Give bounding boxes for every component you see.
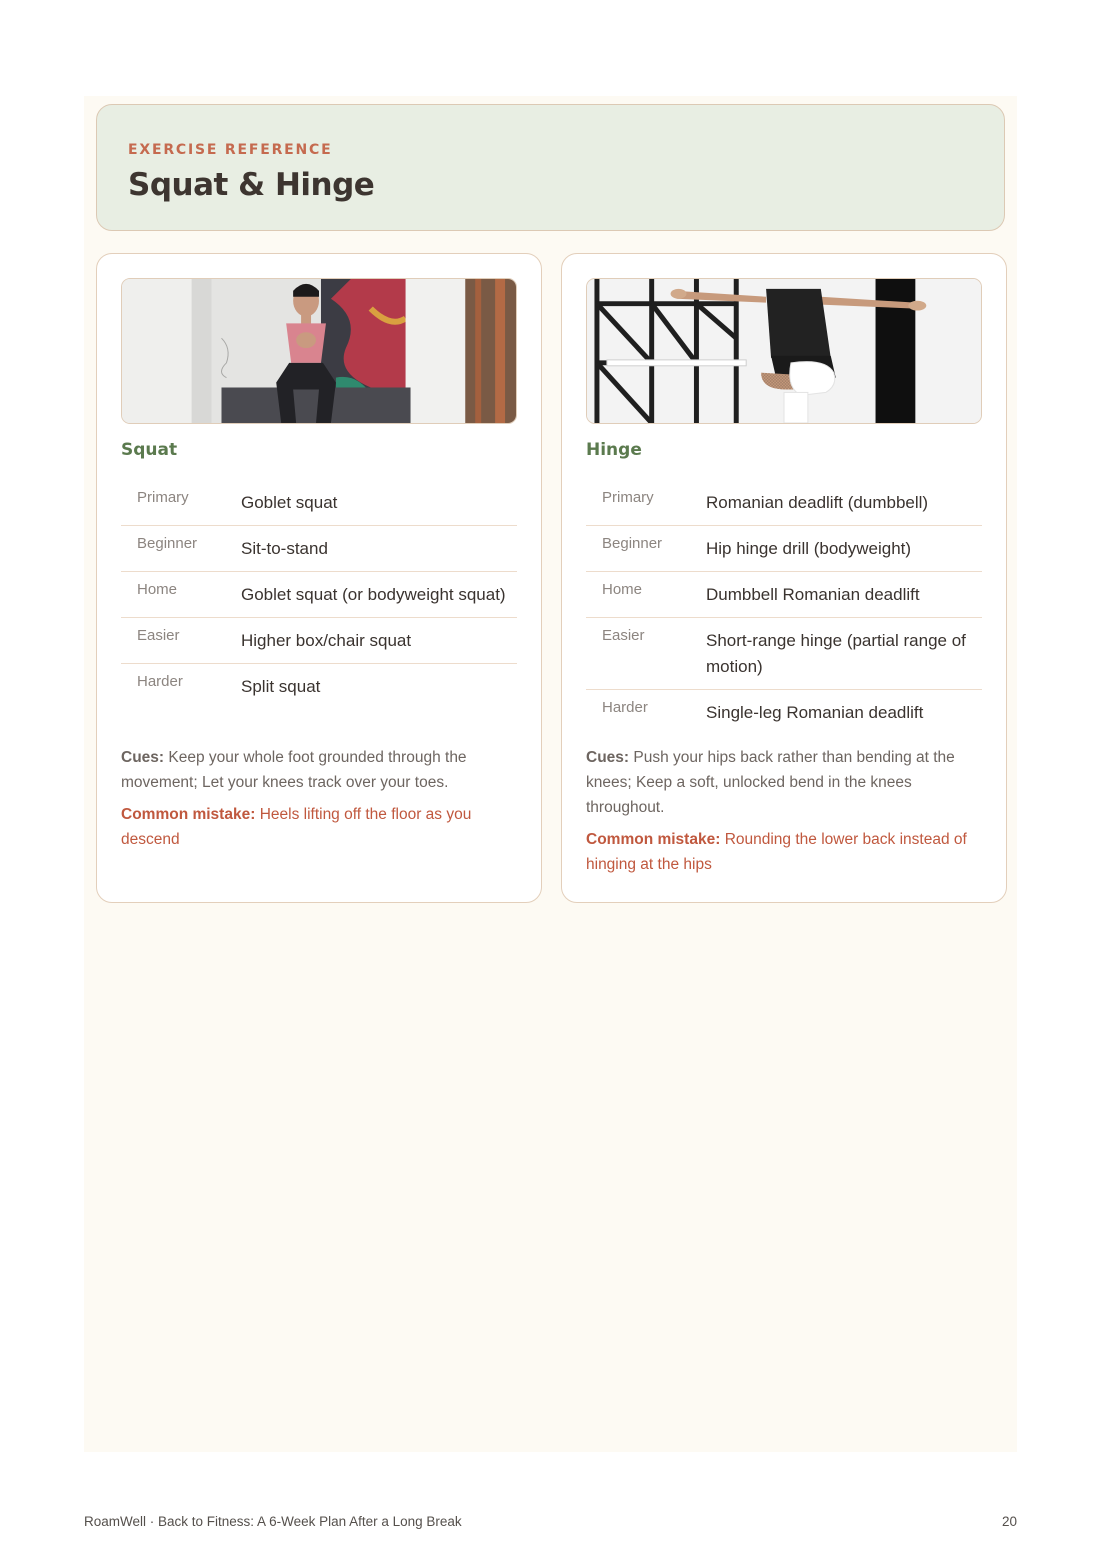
table-row: [121, 664, 517, 709]
table-row: [586, 690, 982, 735]
variant-label: Harder: [602, 699, 648, 716]
variant-label: Primary: [602, 489, 654, 506]
variant-label: Harder: [137, 673, 183, 690]
mistake-label: Common mistake:: [586, 831, 721, 848]
variant-table: [121, 480, 517, 709]
variant-value: Single-leg Romanian deadlift: [706, 703, 924, 722]
cues-body: Push your hips back rather than bending at the knees; Keep a soft, unlocked bend in the knees throughout.: [586, 749, 955, 816]
variant-value: Goblet squat: [241, 493, 338, 512]
table-row: [121, 526, 517, 572]
table-row: [586, 618, 982, 690]
common-mistake: [586, 827, 982, 877]
cues-text: [586, 745, 982, 820]
cues-label: Cues:: [586, 749, 630, 766]
page-background: [84, 96, 1017, 1452]
variant-value: Hip hinge drill (bodyweight): [706, 539, 912, 558]
cues-label: Cues:: [121, 749, 165, 766]
variant-value: Romanian deadlift (dumbbell): [706, 493, 929, 512]
footer-document-title: RoamWell · Back to Fitness: A 6-Week Plan After a Long Break: [84, 1514, 462, 1529]
variant-value: Goblet squat (or bodyweight squat): [241, 585, 506, 604]
page-title: Squat & Hinge: [128, 167, 375, 203]
man-balance-exercise-photo: [586, 278, 982, 424]
exercise-name: Hinge: [586, 440, 642, 460]
variant-label: Beginner: [602, 535, 663, 552]
cues-body: Keep your whole foot grounded through the movement; Let your knees track over your toes.: [121, 749, 467, 791]
mistake-body: Rounding the lower back instead of hinging at the hips: [586, 831, 967, 873]
table-row: [586, 572, 982, 618]
variant-value: Higher box/chair squat: [241, 631, 412, 650]
table-row: [121, 572, 517, 618]
cues-text: [121, 745, 517, 795]
variant-table: [586, 480, 982, 735]
common-mistake: [121, 802, 517, 852]
variant-value: Short-range hinge (partial range of motion): [706, 631, 966, 676]
mistake-body: Heels lifting off the floor as you descend: [121, 806, 472, 848]
variant-label: Easier: [602, 627, 645, 644]
exercise-name: Squat: [121, 440, 178, 460]
table-row: [586, 526, 982, 572]
table-row: [586, 480, 982, 526]
variant-label: Easier: [137, 627, 180, 644]
variant-label: Primary: [137, 489, 189, 506]
table-row: [121, 618, 517, 664]
exercise-card-squat: [96, 253, 542, 903]
page-header: [96, 104, 1005, 231]
variant-value: Split squat: [241, 677, 321, 696]
page-number: 20: [1001, 1514, 1017, 1529]
table-row: [121, 480, 517, 526]
variant-label: Beginner: [137, 535, 198, 552]
variant-value: Sit-to-stand: [241, 539, 328, 558]
mistake-label: Common mistake:: [121, 806, 256, 823]
woman-squatting-photo: [121, 278, 517, 424]
section-eyebrow: EXERCISE REFERENCE: [128, 142, 333, 158]
variant-label: Home: [602, 581, 643, 598]
exercise-card-hinge: [561, 253, 1007, 903]
variant-label: Home: [137, 581, 178, 598]
variant-value: Dumbbell Romanian deadlift: [706, 585, 920, 604]
